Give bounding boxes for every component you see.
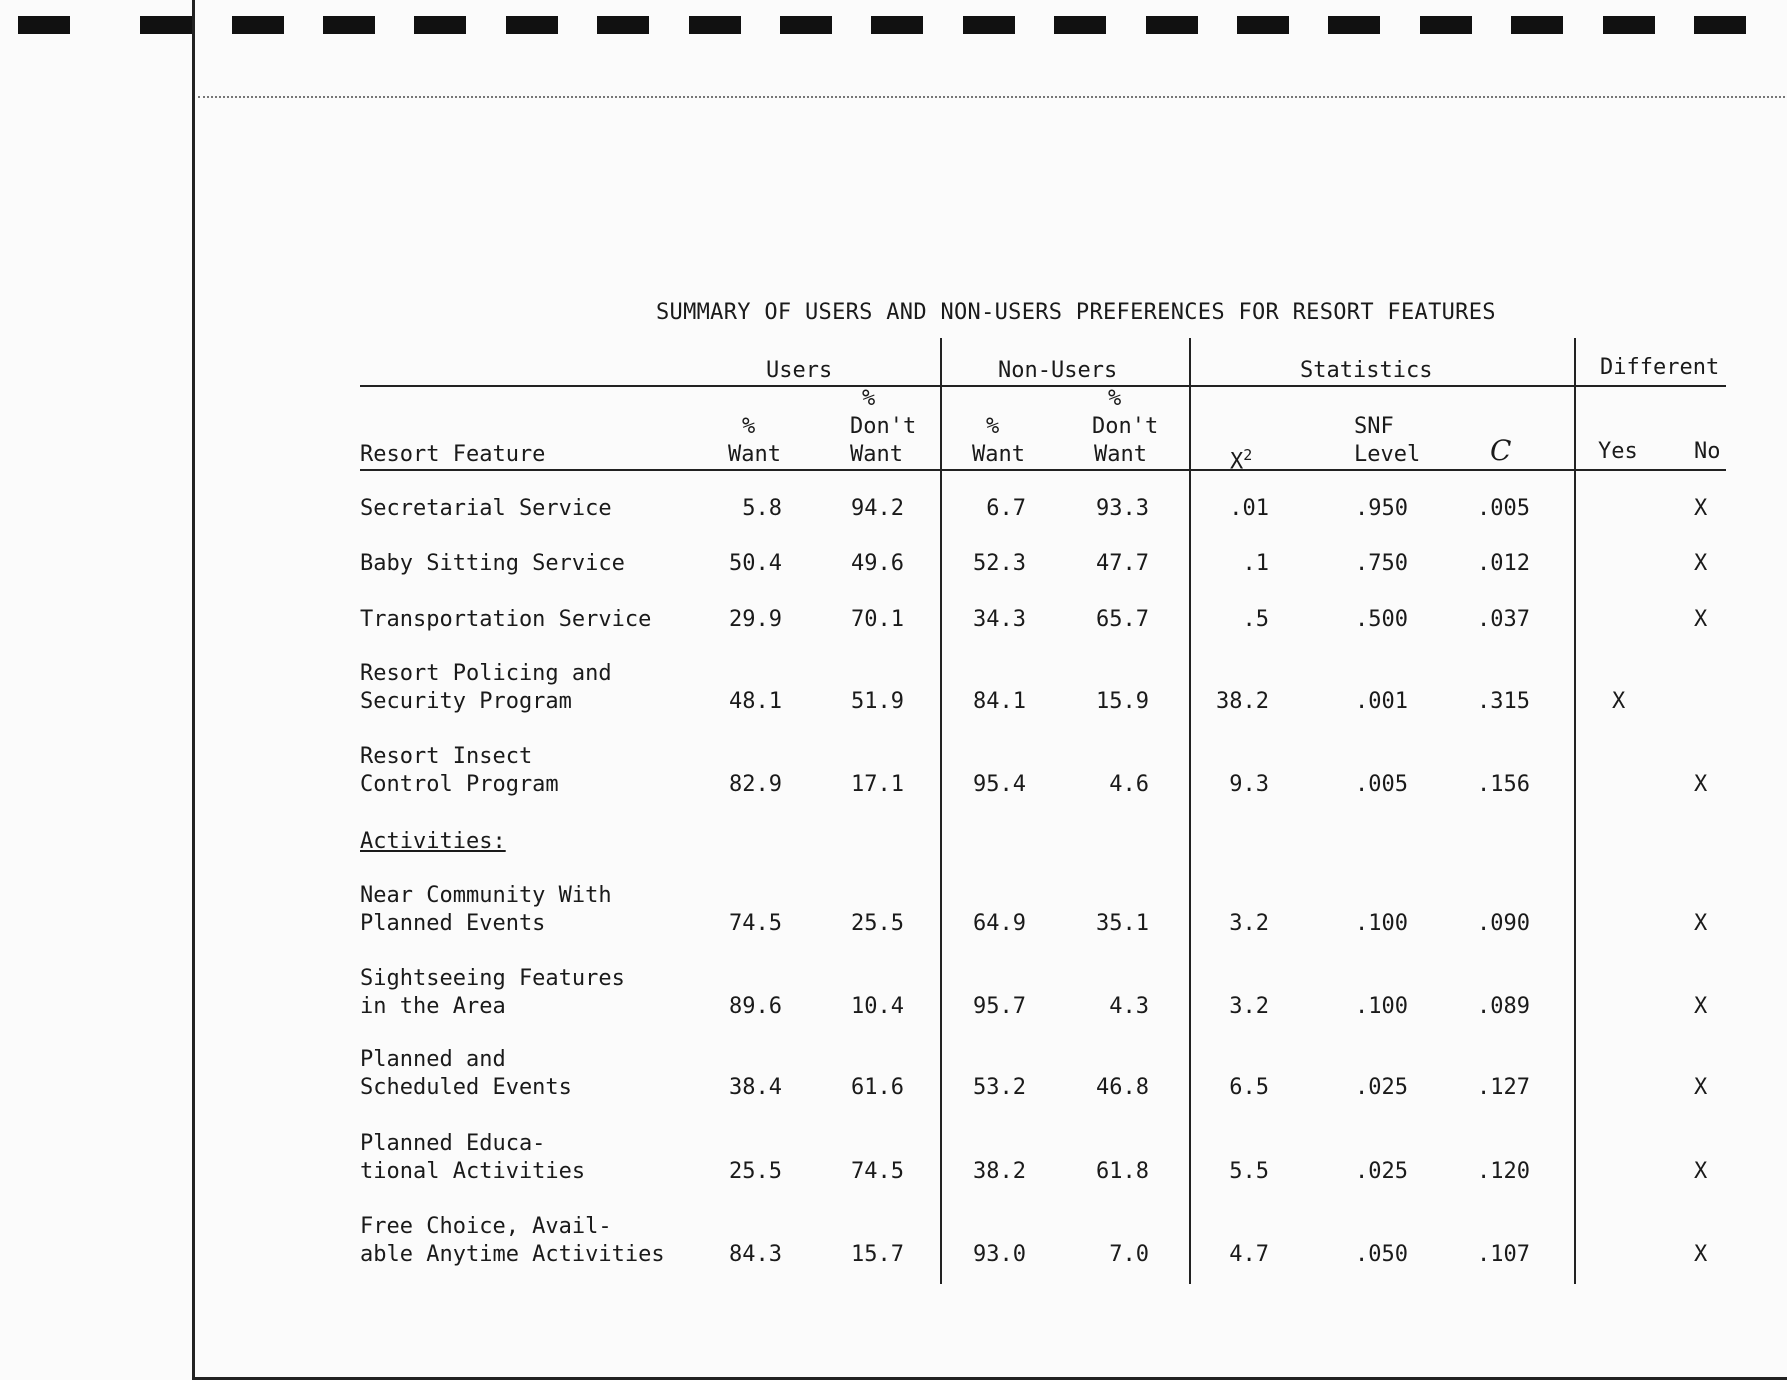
column-divider-statistics [1574, 338, 1576, 1284]
cell-c: .315 [1477, 689, 1530, 714]
cell-nw: 34.3 [973, 607, 1026, 632]
cell-chi: .5 [1242, 607, 1269, 632]
row-feature-label: Free Choice, Avail- [360, 1214, 612, 1239]
cell-different-no: X [1694, 1075, 1708, 1100]
cell-c: .005 [1477, 496, 1530, 521]
cell-different-no: X [1694, 607, 1708, 632]
cell-nw: 53.2 [973, 1075, 1026, 1100]
col-different-no: No [1694, 439, 1721, 464]
cell-chi: 38.2 [1216, 689, 1269, 714]
col-non-want-pct: % [986, 414, 1000, 439]
row-feature-label: tional Activities [360, 1159, 586, 1184]
row-feature-label: Security Program [360, 689, 572, 714]
binder-hole [1237, 16, 1289, 34]
page-title: SUMMARY OF USERS AND NON-USERS PREFERENCES FOR RESORT FEATURES [656, 300, 1496, 325]
cell-uw: 74.5 [729, 911, 782, 936]
cell-nw: 38.2 [973, 1159, 1026, 1184]
cell-uw: 5.8 [742, 496, 782, 521]
col-different-yes: Yes [1598, 439, 1638, 464]
binder-hole [1054, 16, 1106, 34]
cell-uw: 38.4 [729, 1075, 782, 1100]
cell-c: .156 [1477, 772, 1530, 797]
cell-snf: .005 [1355, 772, 1408, 797]
cell-uw: 84.3 [729, 1242, 782, 1267]
row-feature-label: Planned Educa- [360, 1131, 546, 1156]
row-feature-label: able Anytime Activities [360, 1242, 665, 1267]
cell-nw: 84.1 [973, 689, 1026, 714]
cell-uw: 89.6 [729, 994, 782, 1019]
binder-hole [597, 16, 649, 34]
row-feature-label: Transportation Service [360, 607, 652, 632]
cell-ud: 10.4 [851, 994, 904, 1019]
group-users: Users [766, 358, 833, 383]
cell-chi: 4.7 [1229, 1242, 1269, 1267]
cell-chi: 6.5 [1229, 1075, 1269, 1100]
cell-nd: 93.3 [1096, 496, 1149, 521]
col-non-dont: Don't [1092, 414, 1159, 439]
binder-hole [414, 16, 466, 34]
cell-snf: .100 [1355, 994, 1408, 1019]
cell-c: .127 [1477, 1075, 1530, 1100]
binder-hole [1328, 16, 1380, 34]
row-feature-label: Scheduled Events [360, 1075, 572, 1100]
cell-different-no: X [1694, 496, 1708, 521]
group-non-users: Non-Users [998, 358, 1118, 383]
cell-nd: 35.1 [1096, 911, 1149, 936]
row-feature-label: Control Program [360, 772, 559, 797]
cell-nw: 6.7 [986, 496, 1026, 521]
binder-hole [323, 16, 375, 34]
cell-nw: 95.4 [973, 772, 1026, 797]
cell-ud: 25.5 [851, 911, 904, 936]
col-snf-level: Level [1354, 442, 1421, 467]
binder-hole [871, 16, 923, 34]
header-rule-top [360, 385, 1726, 387]
cell-c: .089 [1477, 994, 1530, 1019]
cell-snf: .750 [1355, 551, 1408, 576]
binder-hole [1694, 16, 1746, 34]
cell-snf: .025 [1355, 1075, 1408, 1100]
row-feature-label: Resort Insect [360, 744, 533, 769]
binder-hole [963, 16, 1015, 34]
cell-chi: 3.2 [1229, 994, 1269, 1019]
cell-uw: 50.4 [729, 551, 782, 576]
binder-hole [506, 16, 558, 34]
cell-c: .090 [1477, 911, 1530, 936]
cell-ud: 94.2 [851, 496, 904, 521]
cell-ud: 49.6 [851, 551, 904, 576]
cell-different-yes: X [1612, 689, 1626, 714]
cell-nw: 52.3 [973, 551, 1026, 576]
col-snf: SNF [1354, 414, 1394, 439]
header-rule-bottom [360, 469, 1726, 471]
cell-c: .120 [1477, 1159, 1530, 1184]
cell-nd: 15.9 [1096, 689, 1149, 714]
col-non-want: Want [972, 442, 1025, 467]
col-users-dont-pct: % [862, 386, 876, 411]
binder-hole [1146, 16, 1198, 34]
cell-snf: .500 [1355, 607, 1408, 632]
col-users-dont: Don't [850, 414, 917, 439]
binder-hole [780, 16, 832, 34]
cell-ud: 61.6 [851, 1075, 904, 1100]
cell-nd: 7.0 [1109, 1242, 1149, 1267]
row-feature-label: Sightseeing Features [360, 966, 625, 991]
binder-margin-rule [192, 0, 195, 1380]
top-dotted-rule [198, 96, 1785, 98]
row-feature-label: Planned Events [360, 911, 546, 936]
binder-hole [689, 16, 741, 34]
binder-hole [1603, 16, 1655, 34]
cell-nd: 4.6 [1109, 772, 1149, 797]
binder-hole [232, 16, 284, 34]
row-feature-label: Secretarial Service [360, 496, 612, 521]
cell-uw: 82.9 [729, 772, 782, 797]
row-feature-label: Near Community With [360, 883, 612, 908]
group-different: Different [1600, 355, 1720, 380]
cell-ud: 51.9 [851, 689, 904, 714]
section-activities: Activities: [360, 829, 506, 854]
cell-uw: 48.1 [729, 689, 782, 714]
cell-nw: 93.0 [973, 1242, 1026, 1267]
cell-snf: .950 [1355, 496, 1408, 521]
cell-ud: 17.1 [851, 772, 904, 797]
col-users-dont-want: Want [850, 442, 903, 467]
row-feature-label: Planned and [360, 1047, 506, 1072]
cell-different-no: X [1694, 551, 1708, 576]
cell-chi: 5.5 [1229, 1159, 1269, 1184]
cell-c: .037 [1477, 607, 1530, 632]
cell-uw: 29.9 [729, 607, 782, 632]
cell-different-no: X [1694, 911, 1708, 936]
cell-ud: 15.7 [851, 1242, 904, 1267]
cell-snf: .025 [1355, 1159, 1408, 1184]
row-feature-label: in the Area [360, 994, 506, 1019]
cell-snf: .100 [1355, 911, 1408, 936]
cell-nd: 46.8 [1096, 1075, 1149, 1100]
cell-nw: 64.9 [973, 911, 1026, 936]
cell-chi: 3.2 [1229, 911, 1269, 936]
column-divider-non-users [1189, 338, 1191, 1284]
col-non-dont-want: Want [1094, 442, 1147, 467]
binder-hole [18, 16, 70, 34]
row-feature-label: Resort Policing and [360, 661, 612, 686]
cell-different-no: X [1694, 994, 1708, 1019]
cell-nd: 65.7 [1096, 607, 1149, 632]
cell-different-no: X [1694, 772, 1708, 797]
col-chi-square: $X^2$ [1230, 446, 1253, 475]
column-divider-users [940, 338, 942, 1284]
col-contingency-c: C [1490, 434, 1512, 467]
cell-c: .107 [1477, 1242, 1530, 1267]
cell-chi: .1 [1242, 551, 1269, 576]
col-users-want: Want [728, 442, 781, 467]
cell-nd: 47.7 [1096, 551, 1149, 576]
col-resort-feature: Resort Feature [360, 442, 546, 467]
group-statistics: Statistics [1300, 358, 1433, 383]
cell-ud: 74.5 [851, 1159, 904, 1184]
cell-nd: 61.8 [1096, 1159, 1149, 1184]
cell-nw: 95.7 [973, 994, 1026, 1019]
col-non-dont-pct: % [1108, 386, 1122, 411]
row-feature-label: Baby Sitting Service [360, 551, 625, 576]
cell-uw: 25.5 [729, 1159, 782, 1184]
cell-snf: .001 [1355, 689, 1408, 714]
cell-nd: 4.3 [1109, 994, 1149, 1019]
cell-different-no: X [1694, 1242, 1708, 1267]
col-users-want-pct: % [742, 414, 756, 439]
cell-c: .012 [1477, 551, 1530, 576]
cell-chi: .01 [1229, 496, 1269, 521]
binder-hole [1511, 16, 1563, 34]
binder-hole [1420, 16, 1472, 34]
cell-ud: 70.1 [851, 607, 904, 632]
cell-chi: 9.3 [1229, 772, 1269, 797]
binder-hole [140, 16, 192, 34]
cell-different-no: X [1694, 1159, 1708, 1184]
cell-snf: .050 [1355, 1242, 1408, 1267]
